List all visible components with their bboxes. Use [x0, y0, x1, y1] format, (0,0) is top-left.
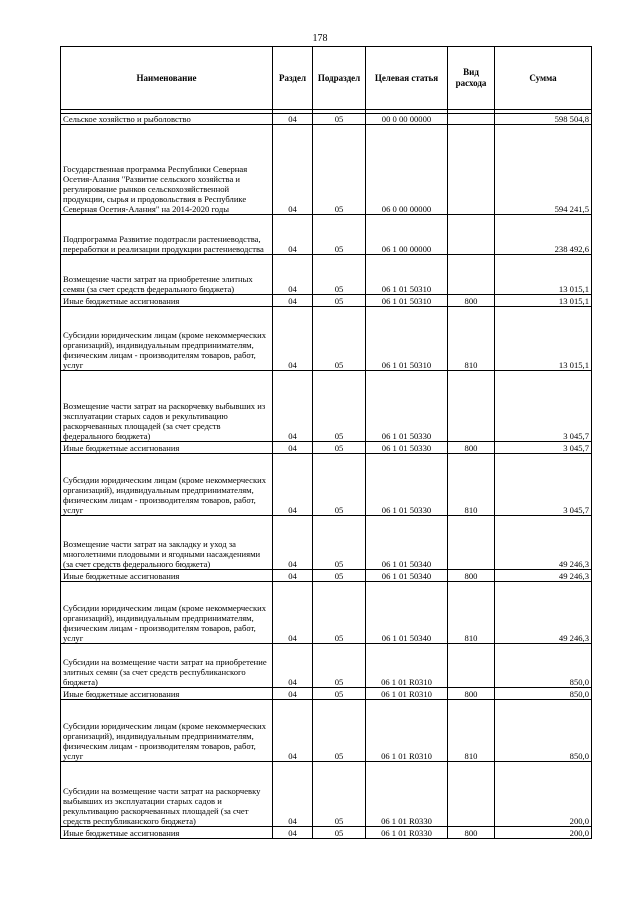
row-amount: 850,0	[495, 644, 592, 688]
row-kind: 800	[448, 688, 495, 700]
row-name: Иные бюджетные ассигнования	[61, 442, 273, 454]
header-subsection: Подраздел	[313, 47, 366, 110]
header-amount: Сумма	[495, 47, 592, 110]
row-subsection: 05	[313, 516, 366, 570]
row-name: Подпрограмма Развитие подотрасли растениеводства, переработки и реализации продукции растениеводства	[61, 215, 273, 255]
row-section: 04	[273, 454, 313, 516]
row-kind	[448, 516, 495, 570]
row-section: 04	[273, 442, 313, 454]
row-subsection: 05	[313, 307, 366, 371]
row-subsection: 05	[313, 582, 366, 644]
row-subsection: 05	[313, 125, 366, 215]
row-amount: 49 246,3	[495, 570, 592, 582]
row-target: 06 1 01 R0310	[366, 700, 448, 762]
row-target: 06 1 01 50340	[366, 570, 448, 582]
row-amount: 49 246,3	[495, 516, 592, 570]
row-target: 06 1 01 R0330	[366, 762, 448, 827]
row-section: 04	[273, 125, 313, 215]
table-header-row	[61, 47, 592, 110]
row-section: 04	[273, 827, 313, 839]
row-kind: 800	[448, 570, 495, 582]
row-amount: 3 045,7	[495, 442, 592, 454]
row-kind	[448, 215, 495, 255]
row-target: 00 0 00 00000	[366, 114, 448, 125]
row-kind	[448, 371, 495, 442]
row-name: Субсидии юридическим лицам (кроме некоммерческих организаций), индивидуальным предпринимателям, физическим лицам - производителям товаров, работ, услуг	[61, 454, 273, 516]
row-section: 04	[273, 307, 313, 371]
row-amount: 13 015,1	[495, 255, 592, 295]
table-row	[61, 371, 592, 442]
row-amount: 3 045,7	[495, 454, 592, 516]
row-kind: 810	[448, 454, 495, 516]
row-subsection: 05	[313, 255, 366, 295]
row-section: 04	[273, 762, 313, 827]
row-name: Сельское хозяйство и рыболовство	[61, 114, 273, 125]
row-amount: 598 504,8	[495, 114, 592, 125]
row-subsection: 05	[313, 700, 366, 762]
row-kind: 810	[448, 307, 495, 371]
table-row	[61, 700, 592, 762]
row-subsection: 05	[313, 827, 366, 839]
table-row	[61, 570, 592, 582]
row-subsection: 05	[313, 442, 366, 454]
row-target: 06 1 01 50310	[366, 307, 448, 371]
row-target: 06 1 01 50330	[366, 442, 448, 454]
row-name: Субсидии на возмещение части затрат на раскорчевку выбывших из эксплуатации старых садов и рекультивацию раскорчеванных площадей (за счет средств республиканского бюджета)	[61, 762, 273, 827]
row-target: 06 1 01 50340	[366, 516, 448, 570]
row-amount: 200,0	[495, 762, 592, 827]
row-section: 04	[273, 114, 313, 125]
row-kind: 800	[448, 295, 495, 307]
header-kind: Вид расхода	[448, 47, 495, 110]
row-section: 04	[273, 688, 313, 700]
row-kind: 800	[448, 827, 495, 839]
table-row	[61, 295, 592, 307]
row-amount: 3 045,7	[495, 371, 592, 442]
table-row	[61, 255, 592, 295]
row-kind: 810	[448, 700, 495, 762]
row-amount: 200,0	[495, 827, 592, 839]
row-name: Субсидии юридическим лицам (кроме некоммерческих организаций), индивидуальным предпринимателям, физическим лицам - производителям товаров, работ, услуг	[61, 307, 273, 371]
header-name: Наименование	[61, 47, 273, 110]
row-kind	[448, 114, 495, 125]
table-row	[61, 827, 592, 839]
row-amount: 594 241,5	[495, 125, 592, 215]
row-target: 06 1 01 50330	[366, 371, 448, 442]
table-row	[61, 215, 592, 255]
row-amount: 850,0	[495, 700, 592, 762]
row-target: 06 1 00 00000	[366, 215, 448, 255]
row-name: Возмещение части затрат на закладку и уход за многолетними плодовыми и ягодными насаждениями (за счет средств федерального бюджета)	[61, 516, 273, 570]
budget-table	[60, 46, 592, 839]
row-section: 04	[273, 255, 313, 295]
header-section: Раздел	[273, 47, 313, 110]
row-name: Возмещение части затрат на приобретение элитных семян (за счет средств федерального бюджета)	[61, 255, 273, 295]
row-name: Субсидии юридическим лицам (кроме некоммерческих организаций), индивидуальным предпринимателям, физическим лицам - производителям товаров, работ, услуг	[61, 582, 273, 644]
row-kind	[448, 762, 495, 827]
row-target: 06 1 01 50330	[366, 454, 448, 516]
table-row	[61, 516, 592, 570]
row-amount: 49 246,3	[495, 582, 592, 644]
row-target: 06 1 01 50340	[366, 582, 448, 644]
row-name: Государственная программа Республики Северная Осетия-Алания "Развитие сельского хозяйства и регулирование рынков сельскохозяйственной продукции, сырья и продовольствия в Республике Северная Осетия-Алания" на 2014-2020 годы	[61, 125, 273, 215]
table-row	[61, 307, 592, 371]
row-section: 04	[273, 582, 313, 644]
table-row	[61, 125, 592, 215]
row-section: 04	[273, 570, 313, 582]
row-subsection: 05	[313, 295, 366, 307]
row-subsection: 05	[313, 215, 366, 255]
table-row	[61, 442, 592, 454]
row-amount: 13 015,1	[495, 307, 592, 371]
row-kind	[448, 255, 495, 295]
row-section: 04	[273, 516, 313, 570]
row-target: 06 1 01 R0310	[366, 688, 448, 700]
row-amount: 238 492,6	[495, 215, 592, 255]
row-subsection: 05	[313, 688, 366, 700]
row-subsection: 05	[313, 762, 366, 827]
row-name: Субсидии юридическим лицам (кроме некоммерческих организаций), индивидуальным предпринимателям, физическим лицам - производителям товаров, работ, услуг	[61, 700, 273, 762]
row-target: 06 1 01 50310	[366, 295, 448, 307]
page-number: 178	[312, 33, 328, 44]
row-section: 04	[273, 215, 313, 255]
row-subsection: 05	[313, 371, 366, 442]
row-section: 04	[273, 371, 313, 442]
table-row	[61, 644, 592, 688]
row-subsection: 05	[313, 114, 366, 125]
row-name: Иные бюджетные ассигнования	[61, 827, 273, 839]
row-name: Иные бюджетные ассигнования	[61, 295, 273, 307]
row-target: 06 1 01 R0330	[366, 827, 448, 839]
row-name: Иные бюджетные ассигнования	[61, 570, 273, 582]
row-subsection: 05	[313, 644, 366, 688]
row-target: 06 1 01 R0310	[366, 644, 448, 688]
row-section: 04	[273, 700, 313, 762]
row-amount: 850,0	[495, 688, 592, 700]
row-kind: 800	[448, 442, 495, 454]
row-section: 04	[273, 644, 313, 688]
row-subsection: 05	[313, 570, 366, 582]
table-row	[61, 688, 592, 700]
row-kind: 810	[448, 582, 495, 644]
row-kind	[448, 125, 495, 215]
row-name: Субсидии на возмещение части затрат на приобретение элитных семян (за счет средств республиканского бюджета)	[61, 644, 273, 688]
table-row	[61, 454, 592, 516]
row-target: 06 0 00 00000	[366, 125, 448, 215]
row-name: Иные бюджетные ассигнования	[61, 688, 273, 700]
row-name: Возмещение части затрат на раскорчевку выбывших из эксплуатации старых садов и рекультивацию раскорчеванных площадей (за счет средств федерального бюджета)	[61, 371, 273, 442]
table-row	[61, 582, 592, 644]
row-subsection: 05	[313, 454, 366, 516]
table-row	[61, 762, 592, 827]
header-target: Целевая статья	[366, 47, 448, 110]
row-kind	[448, 644, 495, 688]
row-section: 04	[273, 295, 313, 307]
row-target: 06 1 01 50310	[366, 255, 448, 295]
row-amount: 13 015,1	[495, 295, 592, 307]
table-row	[61, 114, 592, 125]
